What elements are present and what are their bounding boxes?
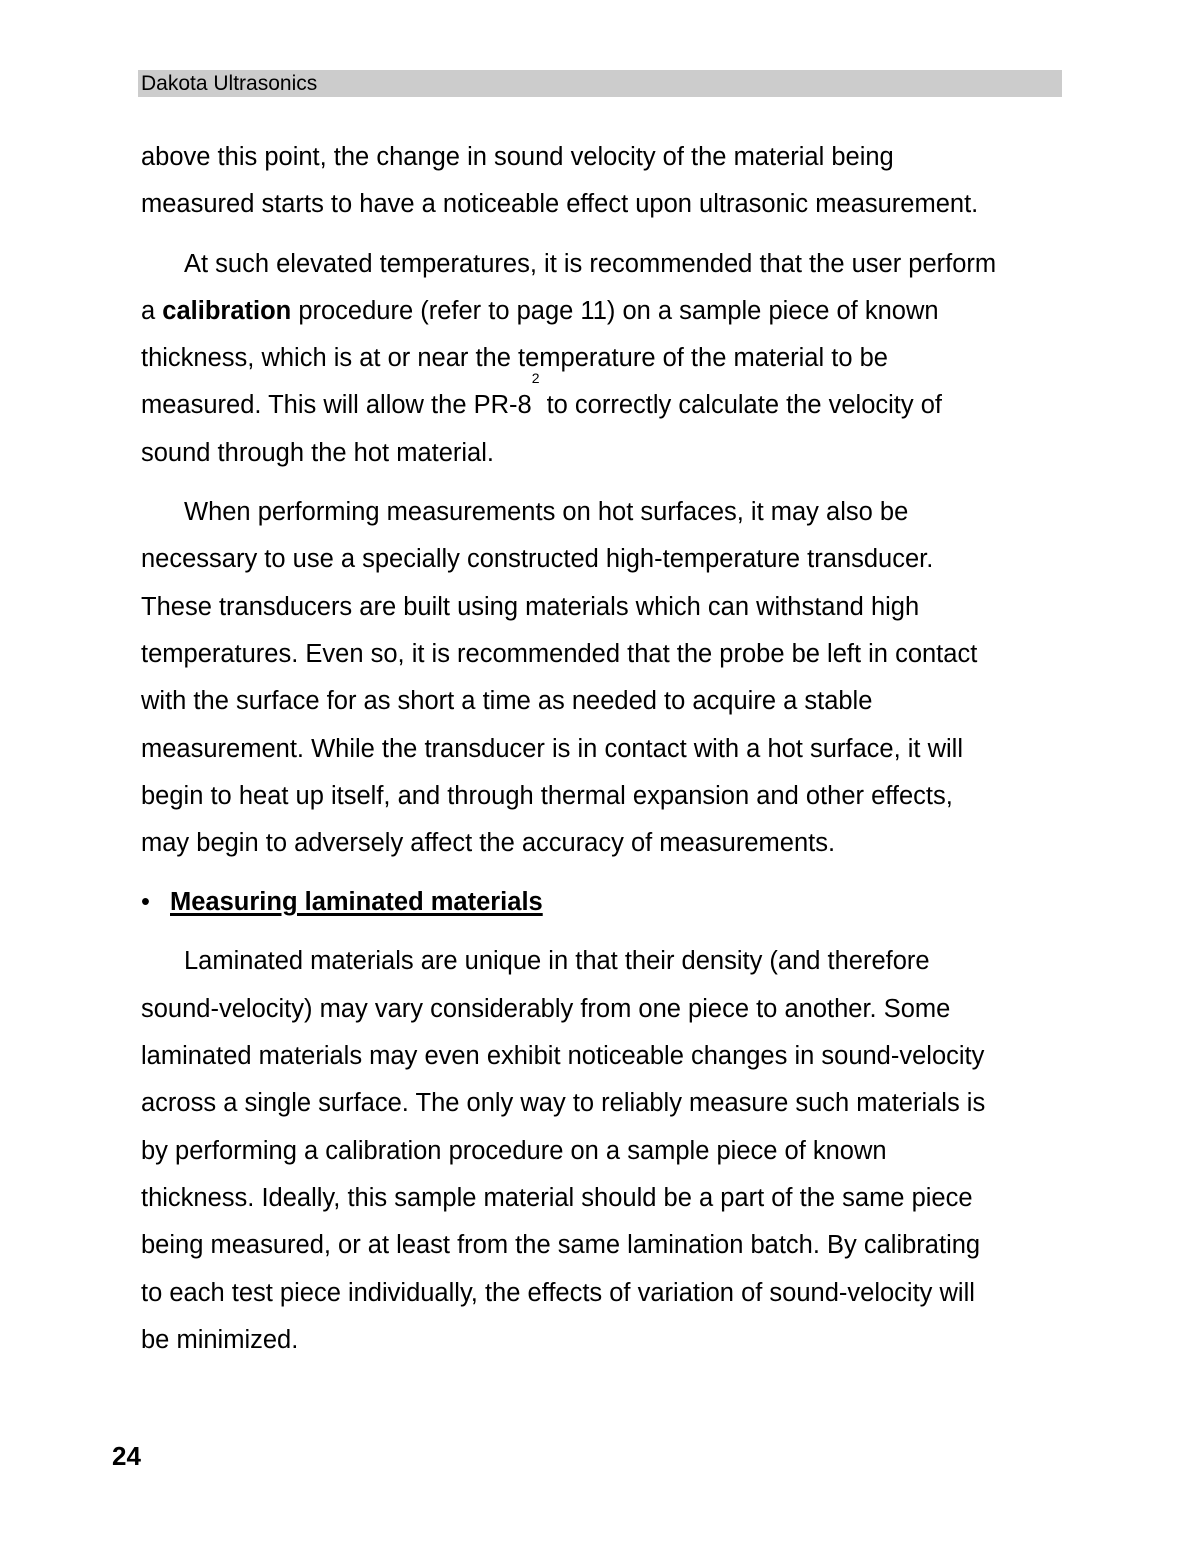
text-run: a	[141, 296, 163, 325]
text-line: with the surface for as short a time as needed to acquire a stable	[141, 687, 873, 716]
text-line: measurement. While the transducer is in contact with a hot surface, it will	[141, 734, 964, 763]
text-line: These transducers are built using materials which can withstand high	[141, 592, 920, 621]
text-line	[141, 370, 1066, 429]
text-line: may begin to adversely affect the accuracy of measurements.	[141, 829, 836, 858]
page-body	[141, 134, 1066, 1364]
text-line: across a single surface. The only way to reliably measure such materials is	[141, 1089, 986, 1118]
header-title: Dakota Ultrasonics	[141, 72, 318, 95]
paragraph-calibration-recommendation	[141, 241, 1066, 477]
text-run: measured. This will allow the PR-8	[141, 391, 532, 420]
bullet-icon: •	[141, 888, 150, 917]
text-line: sound through the hot material.	[141, 438, 494, 467]
section-heading	[141, 879, 1066, 926]
text-line: be minimized.	[141, 1325, 299, 1354]
paragraph-high-temp-transducer	[141, 489, 1066, 867]
text-line: being measured, or at least from the same lamination batch. By calibrating	[141, 1231, 981, 1260]
page-number: 24	[112, 1441, 141, 1471]
text-line: measured starts to have a noticeable effect upon ultrasonic measurement.	[141, 190, 979, 219]
text-line: Laminated materials are unique in that their density (and therefore	[184, 947, 930, 976]
text-run: procedure (refer to page 11) on a sample piece of known	[291, 296, 939, 325]
text-line: necessary to use a specially constructed high-temperature transducer.	[141, 545, 934, 574]
paragraph-gap	[141, 229, 1066, 241]
text-line: above this point, the change in sound velocity of the material being	[141, 143, 894, 171]
text-line: sound-velocity) may vary considerably from one piece to another. Some	[141, 994, 951, 1023]
superscript: 2	[531, 370, 540, 387]
paragraph-laminated-materials	[141, 938, 1066, 1364]
text-line	[141, 288, 1066, 335]
text-line: laminated materials may even exhibit noticeable changes in sound-velocity	[141, 1042, 985, 1071]
text-line: by performing a calibration procedure on a sample piece of known	[141, 1136, 887, 1165]
section-heading-text: Measuring laminated materials	[170, 888, 543, 917]
text-line: When performing measurements on hot surfaces, it may also be	[184, 498, 909, 527]
text-line: thickness, which is at or near the temperature of the material to be	[141, 344, 888, 373]
paragraph-gap	[141, 477, 1066, 489]
text-line: temperatures. Even so, it is recommended that the probe be left in contact	[141, 639, 978, 668]
text-run: to correctly calculate the velocity of	[539, 391, 942, 420]
text-line: thickness. Ideally, this sample material should be a part of the same piece	[141, 1183, 973, 1212]
paragraph-high-temp-intro	[141, 134, 1066, 229]
text-line: begin to heat up itself, and through thermal expansion and other effects,	[141, 781, 953, 810]
text-line: At such elevated temperatures, it is recommended that the user perform	[184, 249, 997, 278]
calibration-term: calibration	[162, 296, 292, 325]
running-header	[138, 70, 1062, 97]
text-line: to each test piece individually, the effects of variation of sound-velocity will	[141, 1278, 975, 1307]
